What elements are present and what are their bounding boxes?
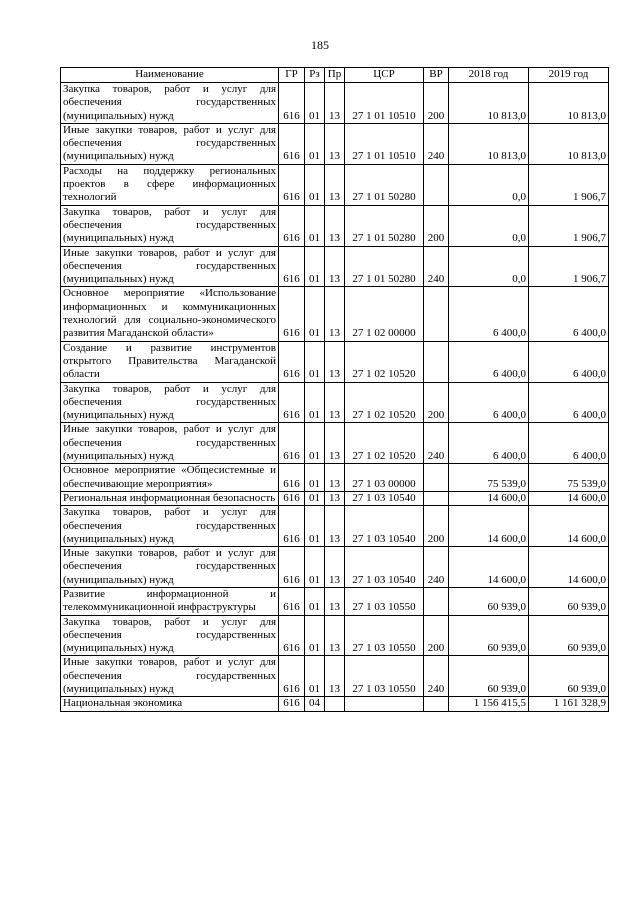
header-csr: ЦСР bbox=[345, 68, 424, 83]
header-2018: 2018 год bbox=[449, 68, 529, 83]
row-rz: 01 bbox=[305, 341, 325, 382]
row-pr: 13 bbox=[325, 547, 345, 588]
row-pr: 13 bbox=[325, 287, 345, 341]
row-pr: 13 bbox=[325, 491, 345, 505]
row-name: Иные закупки товаров, работ и услуг для обеспечения государственных (муниципальных) нужд bbox=[61, 423, 279, 464]
row-csr: 27 1 03 10550 bbox=[345, 587, 424, 615]
row-2019: 14 600,0 bbox=[529, 547, 609, 588]
row-2019: 75 539,0 bbox=[529, 464, 609, 492]
row-name: Основное мероприятие «Использование информационных и коммуникационных технологий для социально-экономического развития Магаданской области» bbox=[61, 287, 279, 341]
row-name: Закупка товаров, работ и услуг для обеспечения государственных (муниципальных) нужд bbox=[61, 615, 279, 656]
row-name: Закупка товаров, работ и услуг для обеспечения государственных (муниципальных) нужд bbox=[61, 83, 279, 124]
row-csr: 27 1 01 10510 bbox=[345, 123, 424, 164]
row-2018: 60 939,0 bbox=[449, 587, 529, 615]
row-rz: 01 bbox=[305, 164, 325, 205]
table-header-row bbox=[61, 68, 609, 83]
row-2019: 14 600,0 bbox=[529, 506, 609, 547]
row-csr bbox=[345, 697, 424, 711]
row-vr bbox=[424, 587, 449, 615]
row-csr: 27 1 02 00000 bbox=[345, 287, 424, 341]
row-pr: 13 bbox=[325, 423, 345, 464]
row-rz: 01 bbox=[305, 123, 325, 164]
row-vr: 240 bbox=[424, 123, 449, 164]
row-vr: 240 bbox=[424, 246, 449, 287]
budget-table bbox=[60, 67, 609, 712]
row-pr: 13 bbox=[325, 246, 345, 287]
row-2018: 60 939,0 bbox=[449, 615, 529, 656]
row-rz: 01 bbox=[305, 464, 325, 492]
header-rz: Рз bbox=[305, 68, 325, 83]
row-name: Иные закупки товаров, работ и услуг для обеспечения государственных (муниципальных) нужд bbox=[61, 123, 279, 164]
row-name: Создание и развитие инструментов открытого Правительства Магаданской области bbox=[61, 341, 279, 382]
row-rz: 01 bbox=[305, 83, 325, 124]
row-gr: 616 bbox=[279, 547, 305, 588]
header-vr: ВР bbox=[424, 68, 449, 83]
header-pr: Пр bbox=[325, 68, 345, 83]
row-vr: 200 bbox=[424, 506, 449, 547]
row-rz: 01 bbox=[305, 656, 325, 697]
row-csr: 27 1 03 10550 bbox=[345, 615, 424, 656]
row-gr: 616 bbox=[279, 615, 305, 656]
row-gr: 616 bbox=[279, 123, 305, 164]
row-2018: 0,0 bbox=[449, 205, 529, 246]
row-gr: 616 bbox=[279, 464, 305, 492]
row-csr: 27 1 03 10550 bbox=[345, 656, 424, 697]
row-2019: 6 400,0 bbox=[529, 287, 609, 341]
row-pr: 13 bbox=[325, 341, 345, 382]
row-2018: 6 400,0 bbox=[449, 423, 529, 464]
row-rz: 01 bbox=[305, 246, 325, 287]
table-row bbox=[61, 697, 609, 711]
row-csr: 27 1 03 10540 bbox=[345, 491, 424, 505]
row-2018: 60 939,0 bbox=[449, 656, 529, 697]
row-vr bbox=[424, 164, 449, 205]
row-pr: 13 bbox=[325, 615, 345, 656]
row-vr: 200 bbox=[424, 83, 449, 124]
row-2019: 14 600,0 bbox=[529, 491, 609, 505]
table-row bbox=[61, 341, 609, 382]
row-vr bbox=[424, 464, 449, 492]
row-name: Иные закупки товаров, работ и услуг для обеспечения государственных (муниципальных) нужд bbox=[61, 656, 279, 697]
row-2019: 6 400,0 bbox=[529, 423, 609, 464]
row-vr: 240 bbox=[424, 423, 449, 464]
row-vr: 240 bbox=[424, 547, 449, 588]
row-pr: 13 bbox=[325, 123, 345, 164]
row-2019: 1 161 328,9 bbox=[529, 697, 609, 711]
row-2018: 14 600,0 bbox=[449, 491, 529, 505]
row-pr: 13 bbox=[325, 382, 345, 423]
row-2019: 1 906,7 bbox=[529, 205, 609, 246]
table-row bbox=[61, 287, 609, 341]
row-rz: 01 bbox=[305, 205, 325, 246]
row-csr: 27 1 03 10540 bbox=[345, 506, 424, 547]
row-gr: 616 bbox=[279, 697, 305, 711]
row-2018: 0,0 bbox=[449, 246, 529, 287]
table-row bbox=[61, 547, 609, 588]
row-csr: 27 1 02 10520 bbox=[345, 341, 424, 382]
row-pr: 13 bbox=[325, 656, 345, 697]
table-row bbox=[61, 615, 609, 656]
row-2019: 60 939,0 bbox=[529, 656, 609, 697]
row-2018: 14 600,0 bbox=[449, 506, 529, 547]
row-vr: 200 bbox=[424, 615, 449, 656]
header-gr: ГР bbox=[279, 68, 305, 83]
row-csr: 27 1 02 10520 bbox=[345, 423, 424, 464]
row-vr: 240 bbox=[424, 656, 449, 697]
row-2018: 10 813,0 bbox=[449, 123, 529, 164]
row-name: Закупка товаров, работ и услуг для обеспечения государственных (муниципальных) нужд bbox=[61, 506, 279, 547]
row-gr: 616 bbox=[279, 341, 305, 382]
row-vr bbox=[424, 287, 449, 341]
row-2019: 1 906,7 bbox=[529, 246, 609, 287]
table-row bbox=[61, 164, 609, 205]
row-2018: 14 600,0 bbox=[449, 547, 529, 588]
row-csr: 27 1 03 00000 bbox=[345, 464, 424, 492]
row-vr bbox=[424, 697, 449, 711]
row-name: Закупка товаров, работ и услуг для обеспечения государственных (муниципальных) нужд bbox=[61, 382, 279, 423]
table-row bbox=[61, 246, 609, 287]
table-row bbox=[61, 382, 609, 423]
row-gr: 616 bbox=[279, 246, 305, 287]
row-2019: 6 400,0 bbox=[529, 382, 609, 423]
row-name: Иные закупки товаров, работ и услуг для обеспечения государственных (муниципальных) нужд bbox=[61, 547, 279, 588]
row-name: Закупка товаров, работ и услуг для обеспечения государственных (муниципальных) нужд bbox=[61, 205, 279, 246]
row-2019: 6 400,0 bbox=[529, 341, 609, 382]
row-2019: 10 813,0 bbox=[529, 123, 609, 164]
row-rz: 01 bbox=[305, 615, 325, 656]
row-gr: 616 bbox=[279, 587, 305, 615]
row-rz: 01 bbox=[305, 547, 325, 588]
row-gr: 616 bbox=[279, 506, 305, 547]
row-gr: 616 bbox=[279, 491, 305, 505]
row-rz: 04 bbox=[305, 697, 325, 711]
row-2018: 0,0 bbox=[449, 164, 529, 205]
row-pr: 13 bbox=[325, 506, 345, 547]
table-row bbox=[61, 423, 609, 464]
table-row bbox=[61, 656, 609, 697]
row-name: Развитие информационной и телекоммуникационной инфраструктуры bbox=[61, 587, 279, 615]
row-gr: 616 bbox=[279, 164, 305, 205]
row-pr: 13 bbox=[325, 464, 345, 492]
row-name: Иные закупки товаров, работ и услуг для обеспечения государственных (муниципальных) нужд bbox=[61, 246, 279, 287]
row-csr: 27 1 03 10540 bbox=[345, 547, 424, 588]
page-number: 185 bbox=[311, 38, 329, 52]
row-2019: 1 906,7 bbox=[529, 164, 609, 205]
row-csr: 27 1 02 10520 bbox=[345, 382, 424, 423]
table-row bbox=[61, 205, 609, 246]
table-row bbox=[61, 491, 609, 505]
table-row bbox=[61, 587, 609, 615]
row-2018: 1 156 415,5 bbox=[449, 697, 529, 711]
row-vr: 200 bbox=[424, 382, 449, 423]
row-2018: 6 400,0 bbox=[449, 341, 529, 382]
table-row bbox=[61, 506, 609, 547]
row-rz: 01 bbox=[305, 506, 325, 547]
row-2019: 10 813,0 bbox=[529, 83, 609, 124]
row-rz: 01 bbox=[305, 287, 325, 341]
row-2019: 60 939,0 bbox=[529, 587, 609, 615]
row-2018: 75 539,0 bbox=[449, 464, 529, 492]
row-vr bbox=[424, 341, 449, 382]
row-pr: 13 bbox=[325, 587, 345, 615]
row-gr: 616 bbox=[279, 423, 305, 464]
row-gr: 616 bbox=[279, 656, 305, 697]
row-csr: 27 1 01 50280 bbox=[345, 164, 424, 205]
table-row bbox=[61, 123, 609, 164]
row-gr: 616 bbox=[279, 287, 305, 341]
header-2019: 2019 год bbox=[529, 68, 609, 83]
row-rz: 01 bbox=[305, 587, 325, 615]
row-gr: 616 bbox=[279, 83, 305, 124]
row-gr: 616 bbox=[279, 205, 305, 246]
table-row bbox=[61, 464, 609, 492]
row-pr: 13 bbox=[325, 83, 345, 124]
table-row bbox=[61, 83, 609, 124]
row-vr bbox=[424, 491, 449, 505]
row-gr: 616 bbox=[279, 382, 305, 423]
row-2018: 6 400,0 bbox=[449, 287, 529, 341]
row-csr: 27 1 01 50280 bbox=[345, 246, 424, 287]
row-2018: 6 400,0 bbox=[449, 382, 529, 423]
row-name: Расходы на поддержку региональных проектов в сфере информационных технологий bbox=[61, 164, 279, 205]
row-2019: 60 939,0 bbox=[529, 615, 609, 656]
row-vr: 200 bbox=[424, 205, 449, 246]
row-name: Основное мероприятие «Общесистемные и обеспечивающие мероприятия» bbox=[61, 464, 279, 492]
row-csr: 27 1 01 50280 bbox=[345, 205, 424, 246]
row-csr: 27 1 01 10510 bbox=[345, 83, 424, 124]
row-name: Региональная информационная безопасность bbox=[61, 491, 279, 505]
row-rz: 01 bbox=[305, 382, 325, 423]
row-pr: 13 bbox=[325, 164, 345, 205]
row-pr: 13 bbox=[325, 205, 345, 246]
table-body bbox=[61, 83, 609, 712]
header-name: Наименование bbox=[61, 68, 279, 83]
row-rz: 01 bbox=[305, 423, 325, 464]
row-name: Национальная экономика bbox=[61, 697, 279, 711]
row-pr bbox=[325, 697, 345, 711]
row-rz: 01 bbox=[305, 491, 325, 505]
row-2018: 10 813,0 bbox=[449, 83, 529, 124]
